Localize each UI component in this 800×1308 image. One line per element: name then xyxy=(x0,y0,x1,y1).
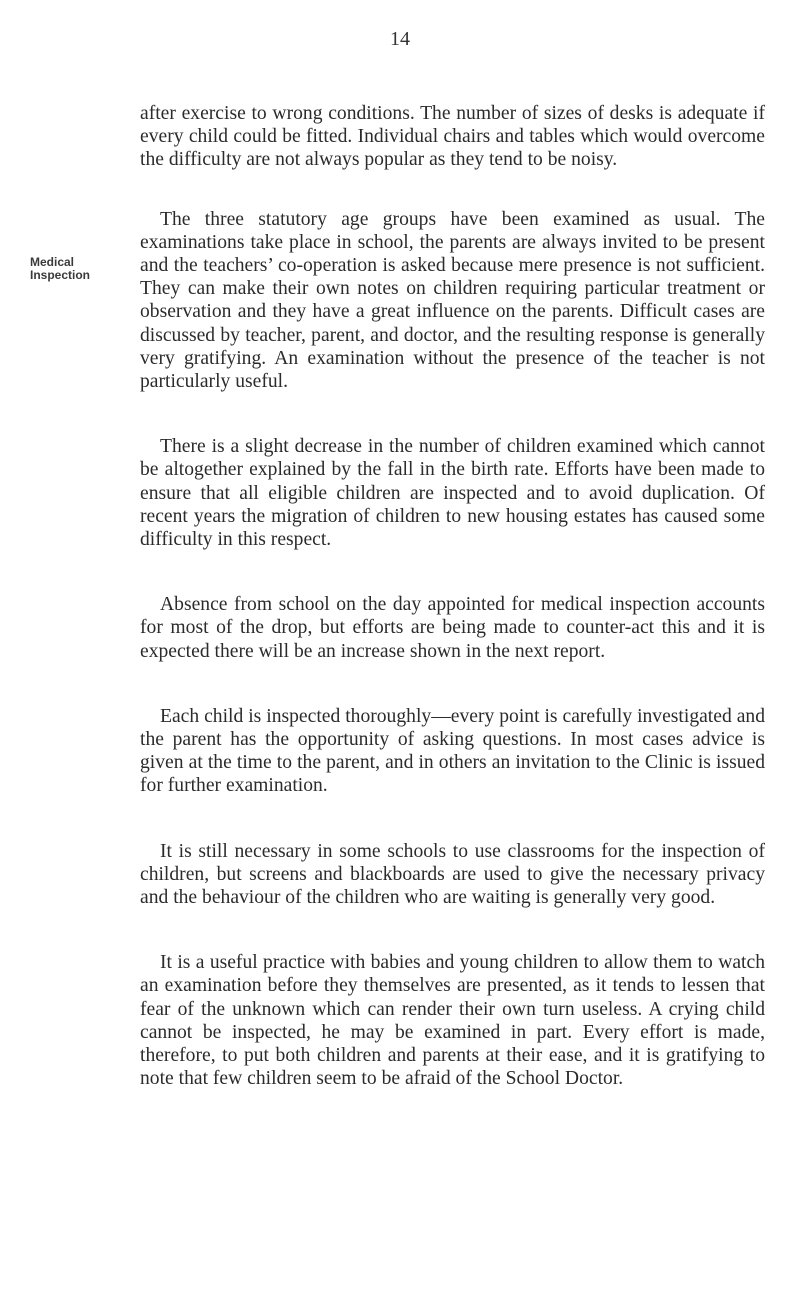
paragraph-3: There is a slight decrease in the number of children examined which cannot be altogether explained by the fall in the birth rate. Efforts have been made to ensure that all eligible children are inspected and to avoid duplication. Of recent years the migration of children to new housing estates has caused some difficulty in this respect. xyxy=(140,436,765,551)
page-number: 14 xyxy=(390,28,410,50)
paragraph-2: The three statutory age groups have been examined as usual. The examinations take place in school, the parents are always invited to be present and the teachers’ co-operation is asked because mere presence is not sufficient. They can make their own notes on children requiring particular treatment or observation and they have a great influence on the parents. Difficult cases are discussed by teacher, parent, and doctor, and the resulting response is generally very gratifying. An examination without the presence of the teacher is not particularly useful. xyxy=(140,208,765,393)
paragraph-4: Absence from school on the day appointed for medical inspection accounts for most of the drop, but efforts are being made to counter-act this and it is expected there will be an increase shown in the next report. xyxy=(140,594,765,662)
paragraph-5: Each child is inspected thoroughly—every point is carefully investigated and the parent has the opportunity of asking questions. In most cases advice is given at the time to the parent, and in others an invitation to the Clinic is issued for further examination. xyxy=(140,705,765,797)
paragraph-7: It is a useful practice with babies and young children to allow them to watch an examination before they themselves are presented, as it tends to lessen that fear of the unknown which can render their own turn useless. A crying child cannot be inspected, he may be examined in part. Every effort is made, therefore, to put both children and parents at their ease, and it is gratifying to note that few children seem to be afraid of the School Doctor. xyxy=(140,952,765,1090)
paragraph-6: It is still necessary in some schools to use classrooms for the inspection of children, but screens and blackboards are used to give the necessary privacy and the behaviour of the children who are waiting is generally very good. xyxy=(140,840,765,909)
paragraph-1: after exercise to wrong conditions. The number of sizes of desks is adequate if every child could be fitted. Individual chairs and tables which would overcome the difficulty are not always popular as they tend to be noisy. xyxy=(140,103,765,171)
margin-heading: Medical Inspection xyxy=(30,255,91,282)
body-text xyxy=(140,102,765,1091)
